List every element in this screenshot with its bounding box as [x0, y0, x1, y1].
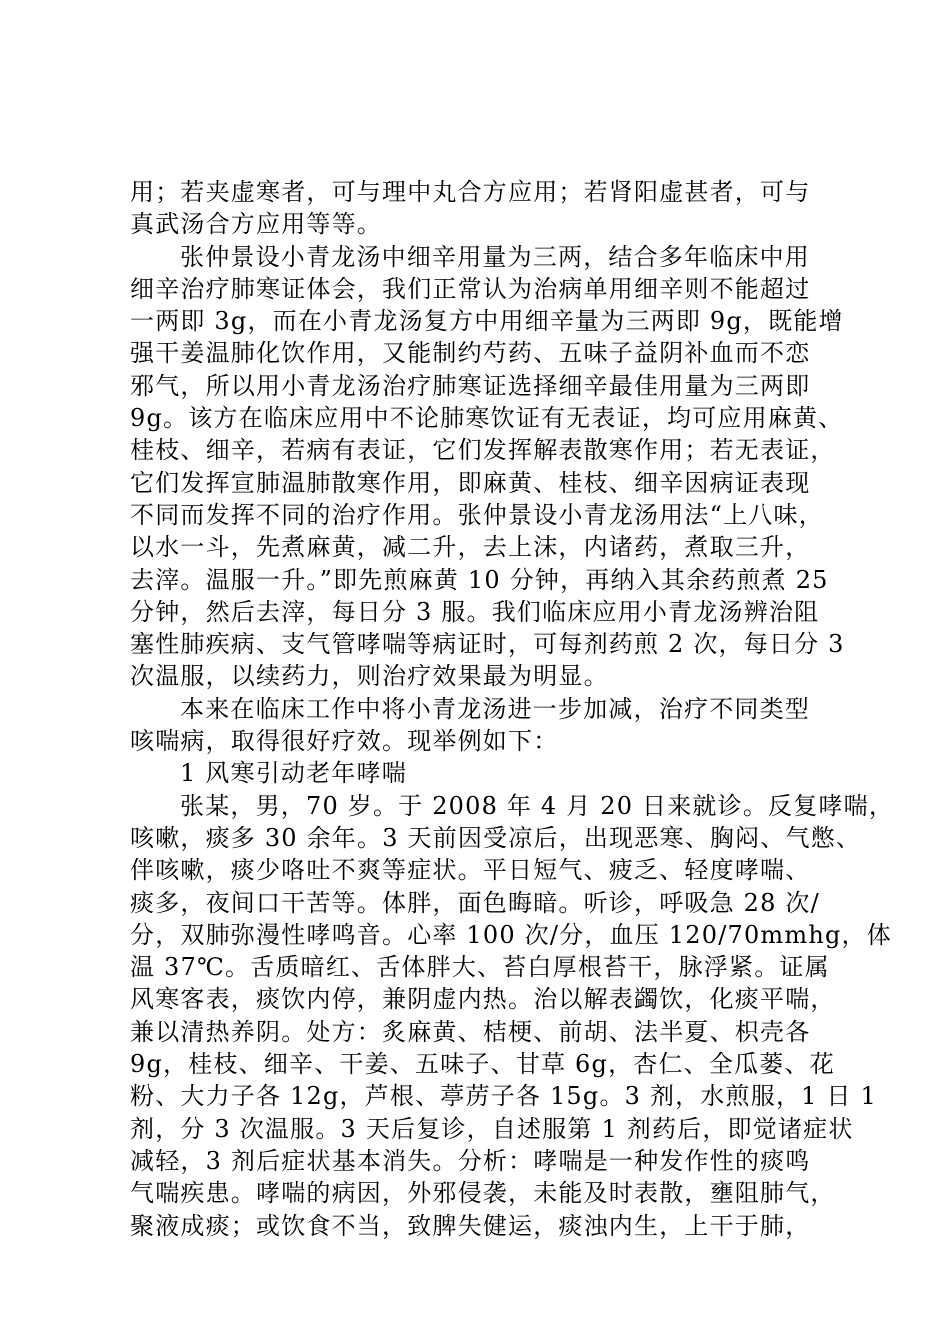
text-line: 兼以清热养阴。处方：炙麻黄、桔梗、前胡、法半夏、枳壳各	[130, 1017, 811, 1046]
text-line: 温 37℃。舌质暗红、舌体胖大、苔白厚根苔干，脉浮紧。证属	[130, 953, 830, 982]
text-line: 它们发挥宣肺温肺散寒作用，即麻黄、桂枝、细辛因病证表现	[130, 468, 811, 497]
text-line: 去滓。温服一升。”即先煎麻黄 10 分钟，再纳入其余药煎煮 25	[130, 565, 829, 594]
text-line: 塞性肺疾病、支气管哮喘等病证时，可每剂药煎 2 次，每日分 3	[130, 630, 845, 659]
text-line: 痰多，夜间口干苦等。体胖，面色晦暗。听诊，呼吸急 28 次/	[130, 888, 820, 917]
text-line: 桂枝、细辛，若病有表证，它们发挥解表散寒作用；若无表证，	[130, 436, 836, 465]
text-line: 气喘疾患。哮喘的病因，外邪侵袭，未能及时表散，壅阻肺气，	[130, 1179, 836, 1208]
text-line: 伴咳嗽，痰少咯吐不爽等症状。平日短气、疲乏、轻度哮喘、	[130, 856, 811, 885]
text-line: 邪气，所以用小青龙汤治疗肺寒证选择细辛最佳用量为三两即	[130, 371, 811, 400]
text-line: 咳喘病，取得很好疗效。现举例如下：	[130, 727, 559, 756]
document-body	[130, 176, 895, 1242]
text-line: 分钟，然后去滓，每日分 3 服。我们临床应用小青龙汤辨治阻	[130, 597, 820, 626]
text-line: 9g。该方在临床应用中不论肺寒饮证有无表证，均可应用麻黄、	[130, 404, 844, 433]
text-line: 分，双肺弥漫性哮鸣音。心率 100 次/分，血压 120/70mmhg，体	[130, 920, 892, 949]
section-heading: 1 风寒引动老年哮喘	[180, 759, 407, 788]
paragraph-start-line: 张某，男，70 岁。于 2008 年 4 月 20 日来就诊。反复哮喘，	[180, 791, 895, 820]
text-line: 咳嗽，痰多 30 余年。3 天前因受凉后，出现恶寒、胸闷、气憋、	[130, 823, 862, 852]
paragraph-start-line: 张仲景设小青龙汤中细辛用量为三两，结合多年临床中用	[180, 242, 810, 271]
text-line: 不同而发挥不同的治疗作用。张仲景设小青龙汤用法“上八味，	[130, 500, 824, 529]
text-line: 用；若夹虚寒者，可与理中丸合方应用；若肾阳虚甚者，可与	[130, 178, 811, 206]
text-line: 剂，分 3 次温服。3 天后复诊，自述服第 1 剂药后，即觉诸症状	[130, 1114, 854, 1143]
text-line: 细辛治疗肺寒证体会，我们正常认为治病单用细辛则不能超过	[130, 274, 811, 303]
paragraph-start-line: 本来在临床工作中将小青龙汤进一步加减，治疗不同类型	[180, 694, 810, 723]
text-line: 粉、大力子各 12g，芦根、葶苈子各 15g。3 剂，水煎服，1 日 1	[130, 1082, 877, 1111]
text-line: 聚液成痰；或饮食不当，致脾失健运，痰浊内生，上干于肺，	[130, 1211, 811, 1240]
text-line: 以水一斗，先煮麻黄，减二升，去上沫，内诸药，煮取三升，	[130, 533, 811, 562]
text-line: 9g，桂枝、细辛、干姜、五味子、甘草 6g，杏仁、全瓜蒌、花	[130, 1050, 835, 1079]
text-line: 一两即 3g，而在小青龙汤复方中用细辛量为三两即 9g，既能增	[130, 307, 844, 336]
text-line: 减轻，3 剂后症状基本消失。分析：哮喘是一种发作性的痰鸣	[130, 1146, 811, 1175]
text-line: 真武汤合方应用等等。	[130, 210, 382, 239]
text-line: 次温服，以续药力，则治疗效果最为明显。	[130, 662, 609, 691]
text-line: 强干姜温肺化饮作用，又能制约芍药、五味子益阴补血而不恋	[130, 339, 811, 368]
text-line: 风寒客表，痰饮内停，兼阴虚内热。治以解表蠲饮，化痰平喘，	[130, 985, 836, 1014]
